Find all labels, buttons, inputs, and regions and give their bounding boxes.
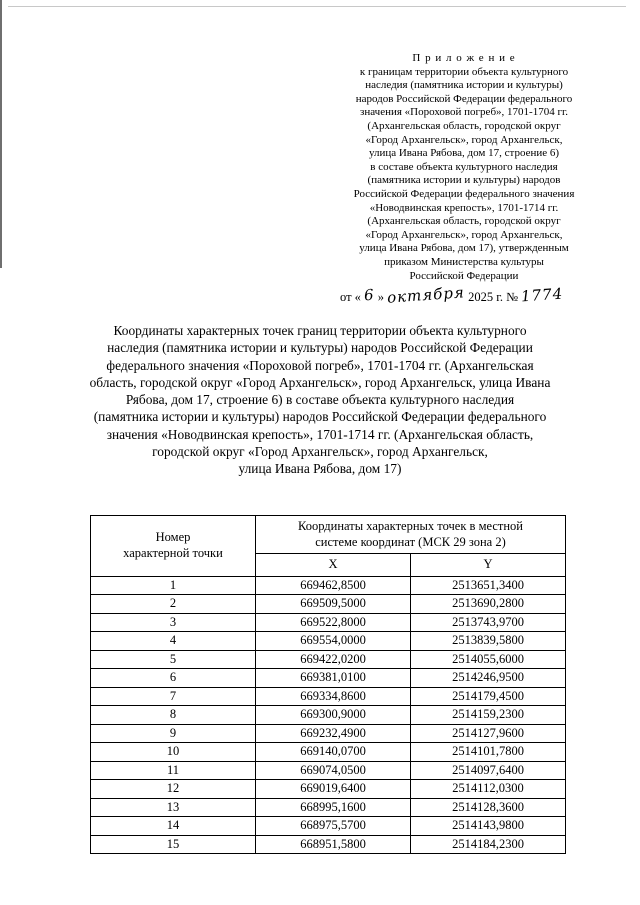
point-number-cell: 14 (91, 817, 256, 836)
handwritten-month: октября (386, 283, 466, 307)
appendix-line: приказом Министерства культуры (384, 255, 544, 268)
date-year: 2025 г. № (468, 290, 519, 304)
y-coordinate-cell: 2514184,2300 (411, 835, 566, 854)
y-coordinate-cell: 2513690,2800 (411, 595, 566, 614)
appendix-line: (Архангельская область, городской округ (367, 119, 561, 132)
header-line: Координаты характерных точек в местной (297, 519, 523, 533)
point-number-cell: 12 (91, 780, 256, 799)
appendix-line: (памятника истории и культуры) народов (367, 174, 561, 187)
appendix-line: улица Ивана Рябова, дом 17, строение 6) (368, 147, 560, 160)
main-paragraph (58, 322, 582, 478)
point-number-cell: 6 (91, 669, 256, 688)
table-row (91, 576, 566, 595)
point-number-cell: 3 (91, 613, 256, 632)
coordinates-table (90, 515, 566, 854)
table-row (91, 632, 566, 651)
appendix-line: улица Ивана Рябова, дом 17), утвержденным (359, 242, 569, 255)
table-row (91, 817, 566, 836)
x-coordinate-cell: 669422,0200 (256, 650, 411, 669)
point-number-cell: 9 (91, 724, 256, 743)
y-coordinate-cell: 2514055,6000 (411, 650, 566, 669)
x-coordinate-cell: 669462,8500 (256, 576, 411, 595)
point-number-cell: 13 (91, 798, 256, 817)
table-row (91, 761, 566, 780)
table-header-coordinates (256, 516, 566, 554)
point-number-cell: 4 (91, 632, 256, 651)
x-coordinate-cell: 669140,0700 (256, 743, 411, 762)
x-coordinate-cell: 669019,6400 (256, 780, 411, 799)
paragraph-line: значения «Новодвинская крепость», 1701-1714 гг. (Архангельская область, (106, 426, 534, 442)
table-row (91, 595, 566, 614)
y-coordinate-cell: 2514159,2300 (411, 706, 566, 725)
scan-artifact-top (8, 6, 626, 7)
y-coordinate-cell: 2513743,9700 (411, 613, 566, 632)
y-coordinate-cell: 2513839,5800 (411, 632, 566, 651)
appendix-line: в составе объекта культурного наследия (370, 160, 558, 173)
paragraph-line: городской округ «Город Архангельск», город Архангельск, (152, 444, 488, 460)
x-coordinate-cell: 668995,1600 (256, 798, 411, 817)
table-row (91, 724, 566, 743)
appendix-line: Российской Федерации (409, 269, 519, 282)
appendix-line: «Новодвинская крепость», 1701-1714 гг. (369, 201, 559, 214)
y-coordinate-cell: 2513651,3400 (411, 576, 566, 595)
y-coordinate-cell: 2514246,9500 (411, 669, 566, 688)
x-coordinate-cell: 669554,0000 (256, 632, 411, 651)
table-row (91, 780, 566, 799)
x-coordinate-cell: 669074,0500 (256, 761, 411, 780)
date-close-quote: » (377, 290, 384, 304)
order-date-line (340, 283, 600, 307)
x-column-header: X (256, 554, 411, 577)
table-row (91, 650, 566, 669)
y-coordinate-cell: 2514101,7800 (411, 743, 566, 762)
appendix-line: к границам территории объекта культурного (359, 65, 569, 78)
handwritten-number: 1774 (520, 284, 564, 306)
y-column-header: Y (411, 554, 566, 577)
point-number-cell: 7 (91, 687, 256, 706)
handwritten-day: 6 (363, 285, 376, 305)
appendix-line: наследия (памятника истории и культуры) (365, 79, 563, 92)
table-row (91, 706, 566, 725)
x-coordinate-cell: 668975,5700 (256, 817, 411, 836)
x-coordinate-cell: 669334,8600 (256, 687, 411, 706)
paragraph-line: Координаты характерных точек границ территории объекта культурного (113, 323, 527, 338)
paragraph-line: область, городской округ «Город Архангельск», город Архангельск, улица Ивана (89, 374, 551, 390)
table-row (91, 669, 566, 688)
point-number-cell: 8 (91, 706, 256, 725)
table-header-row (91, 516, 566, 554)
point-number-cell: 5 (91, 650, 256, 669)
x-coordinate-cell: 668951,5800 (256, 835, 411, 854)
x-coordinate-cell: 669300,9000 (256, 706, 411, 725)
x-coordinate-cell: 669232,4900 (256, 724, 411, 743)
appendix-line: значения «Пороховой погреб», 1701-1704 гг. (359, 106, 568, 119)
y-coordinate-cell: 2514112,0300 (411, 780, 566, 799)
appendix-title: П р и л о ж е н и е (412, 52, 516, 64)
header-line: характерной точки (123, 545, 223, 560)
appendix-line: народов Российской Федерации федерального (355, 92, 573, 105)
table-header-point-number (91, 516, 256, 577)
header-line: системе координат (МСК 29 зона 2) (315, 534, 506, 549)
y-coordinate-cell: 2514097,6400 (411, 761, 566, 780)
paragraph-line: наследия (памятника истории и культуры) народов Российской Федерации (107, 340, 533, 356)
paragraph-line: (памятника истории и культуры) народов Российской Федерации федерального (93, 409, 547, 425)
point-number-cell: 11 (91, 761, 256, 780)
point-number-cell: 1 (91, 576, 256, 595)
scan-artifact-left (0, 0, 2, 268)
table-row (91, 835, 566, 854)
x-coordinate-cell: 669522,8000 (256, 613, 411, 632)
y-coordinate-cell: 2514143,9800 (411, 817, 566, 836)
paragraph-line: улица Ивана Рябова, дом 17) (238, 461, 402, 477)
y-coordinate-cell: 2514179,4500 (411, 687, 566, 706)
appendix-line: Российской Федерации федерального значения (353, 187, 575, 200)
paragraph-line: Рябова, дом 17, строение 6) в составе объекта культурного наследия (125, 392, 515, 408)
x-coordinate-cell: 669381,0100 (256, 669, 411, 688)
point-number-cell: 10 (91, 743, 256, 762)
point-number-cell: 15 (91, 835, 256, 854)
appendix-block (338, 52, 590, 283)
table-row (91, 743, 566, 762)
appendix-line: (Архангельская область, городской округ (367, 215, 561, 228)
point-number-cell: 2 (91, 595, 256, 614)
appendix-line: «Город Архангельск», город Архангельск, (365, 133, 563, 146)
table-row (91, 687, 566, 706)
x-coordinate-cell: 669509,5000 (256, 595, 411, 614)
date-prefix: от « (340, 290, 361, 304)
paragraph-line: федерального значения «Пороховой погреб», 1701-1704 гг. (Архангельская (106, 357, 534, 373)
appendix-line: «Город Архангельск», город Архангельск, (365, 228, 563, 241)
y-coordinate-cell: 2514127,9600 (411, 724, 566, 743)
header-line: Номер (155, 530, 191, 545)
y-coordinate-cell: 2514128,3600 (411, 798, 566, 817)
table-row (91, 798, 566, 817)
table-row (91, 613, 566, 632)
